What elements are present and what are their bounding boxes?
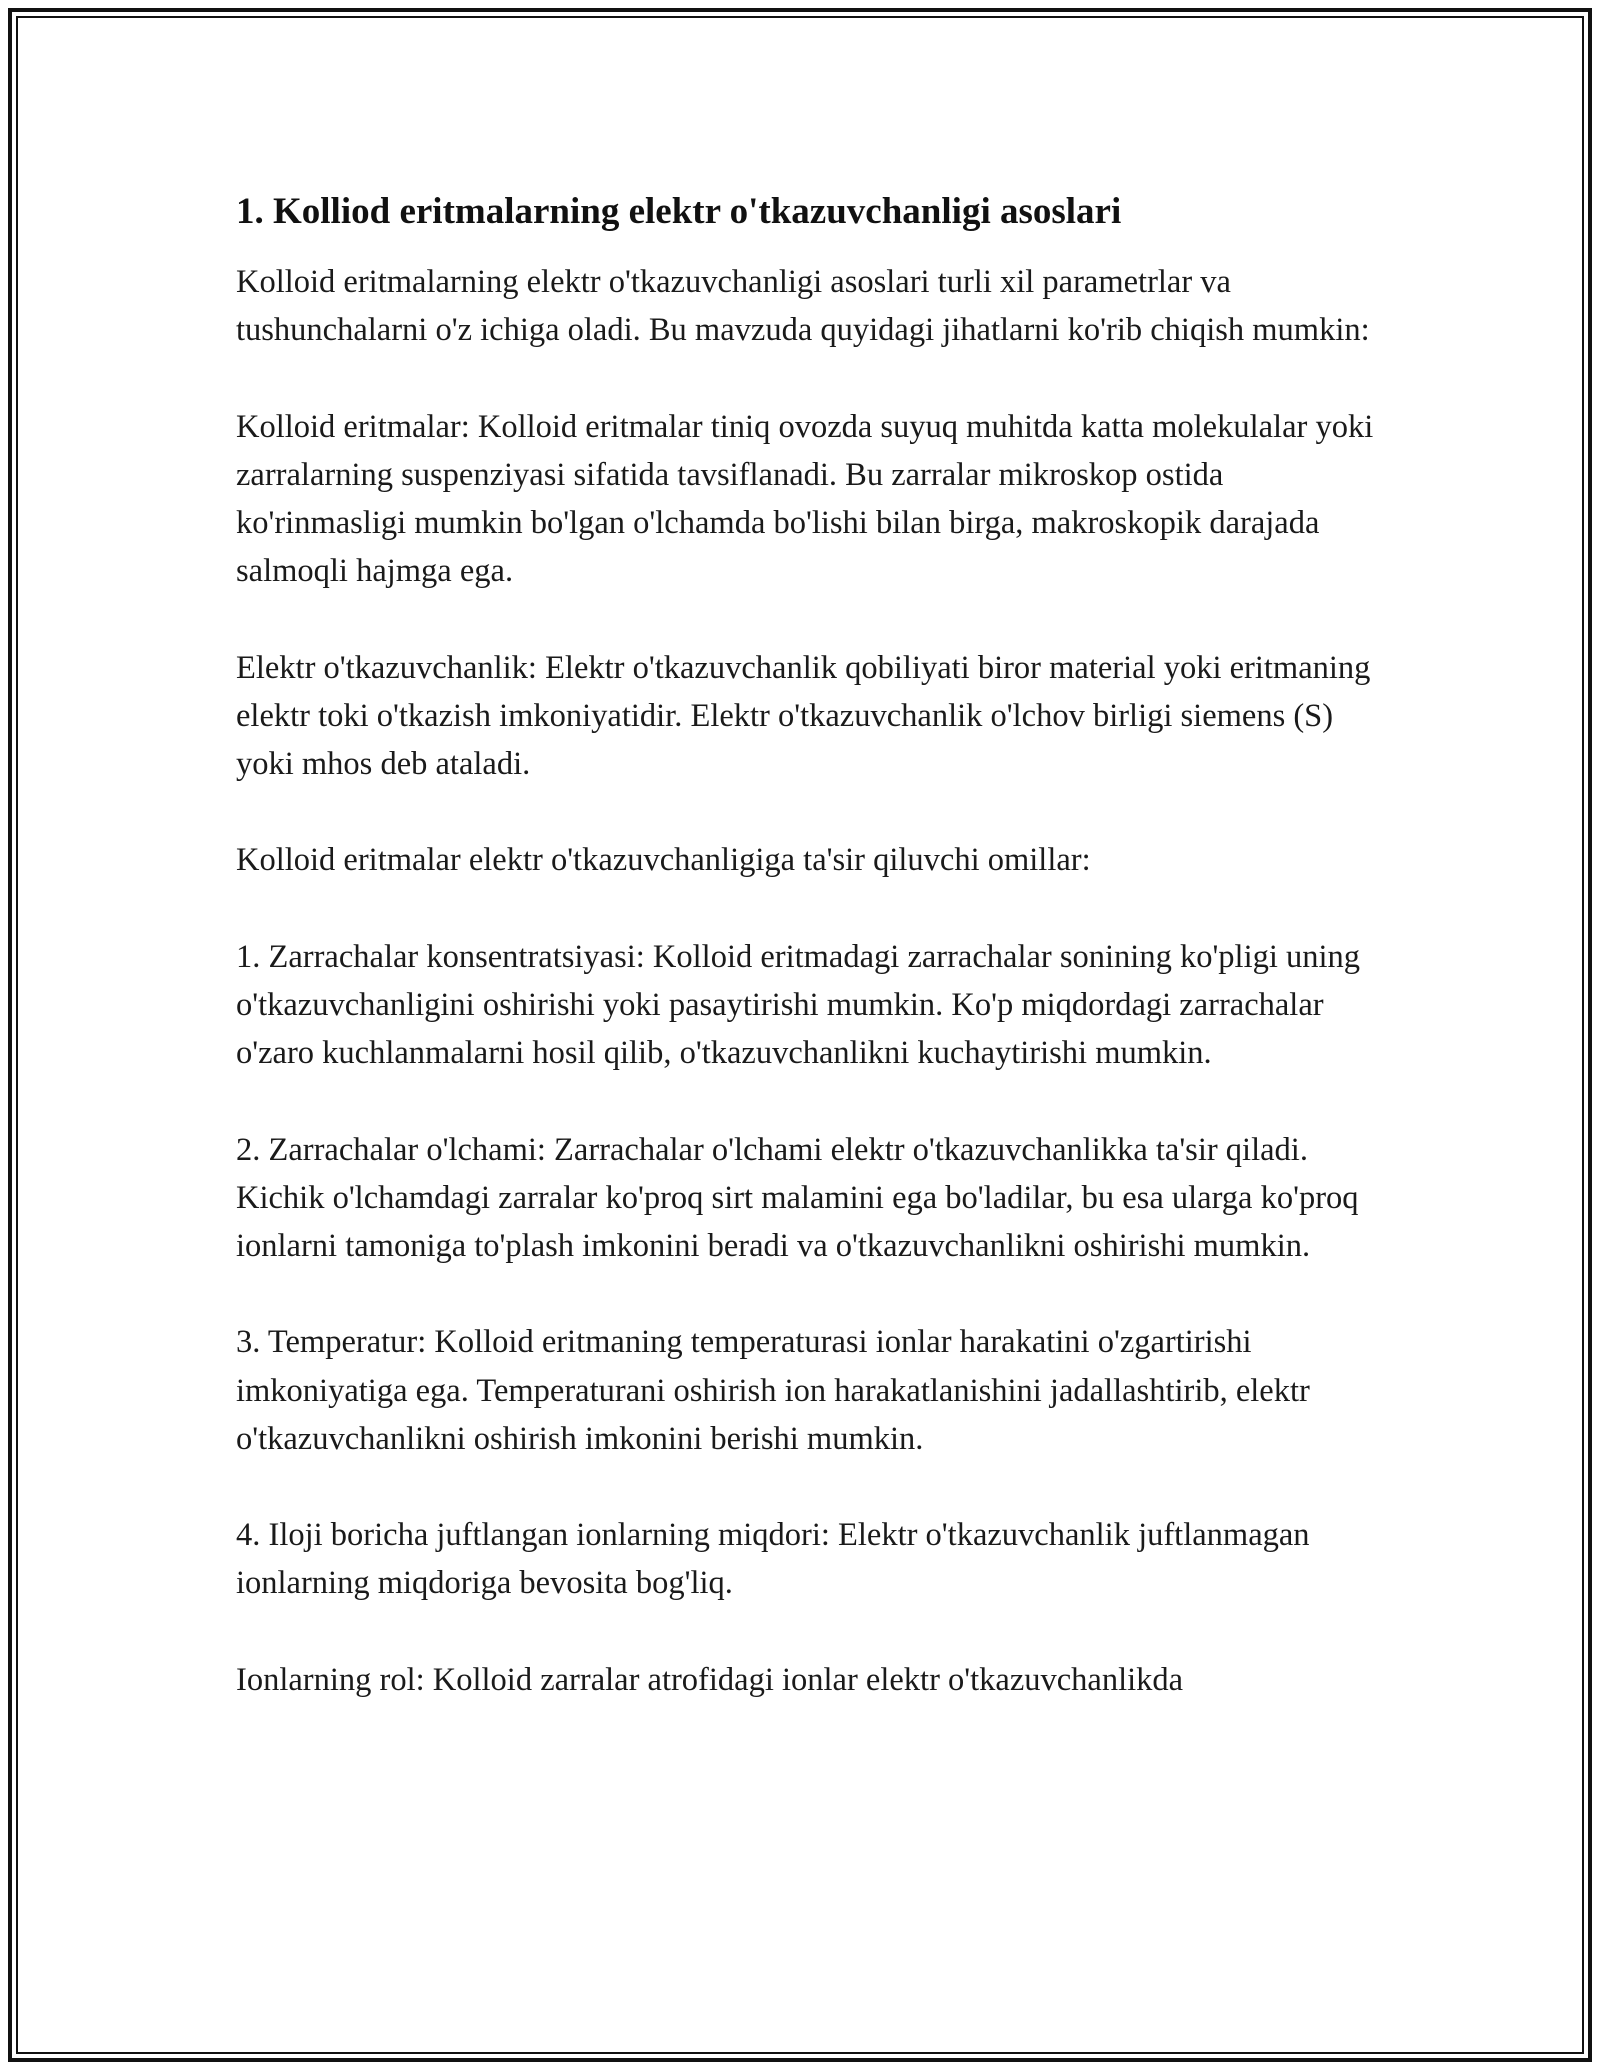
paragraph-factors-intro: Kolloid eritmalar elektr o'tkazuvchanligiga ta'sir qiluvchi omillar: xyxy=(236,842,1091,879)
paragraph-electrical-conductivity: Elektr o'tkazuvchanlik: Elektr o'tkazuvchanlik qobiliyati biror material yoki eritmaning elektr toki o'tkazish imkoniyatidir. Elektr o'tkazuvchanlik o'lchov birligi siemens (S) yoki mhos deb ataladi. xyxy=(236,649,1371,782)
document-body xyxy=(236,186,1396,1704)
paragraph-colloid-solutions: Kolloid eritmalar: Kolloid eritmalar tiniq ovozda suyuq muhitda katta molekulalar yoki zarralarning suspenziyasi sifatida tavsiflanadi. Bu zarralar mikroskop ostida ko'rinmasligi mumkin bo'lgan o'lchamda bo'lishi bilan birga, makroskopik darajada salmoqli hajmga ega. xyxy=(236,408,1374,590)
list-item-temperature: 3. Temperatur: Kolloid eritmaning temperaturasi ionlar harakatini o'zgartirishi imkoniyatiga ega. Temperaturani oshirish ion harakatlanishini jadallashtirib, elektr o'tkazuvchanlikni oshirish imkonini berishi mumkin. xyxy=(236,1324,1310,1457)
section-heading: 1. Kolliod eritmalarning elektr o'tkazuvchanligi asoslari xyxy=(236,191,1122,232)
paragraph-ions-role: Ionlarning rol: Kolloid zarralar atrofidagi ionlar elektr o'tkazuvchanlikda xyxy=(236,1661,1184,1698)
list-item-ion-pairs: 4. Iloji boricha juftlangan ionlarning miqdori: Elektr o'tkazuvchanlik juftlanmagan ionlarning miqdoriga bevosita bog'liq. xyxy=(236,1517,1310,1602)
paragraph-intro: Kolloid eritmalarning elektr o'tkazuvchanligi asoslari turli xil parametrlar va tushunchalarni o'z ichiga oladi. Bu mavzuda quyidagi jihatlarni ko'rib chiqish mumkin: xyxy=(236,264,1370,349)
list-item-particle-concentration: 1. Zarrachalar konsentratsiyasi: Kolloid eritmadagi zarrachalar sonining ko'pligi uning o'tkazuvchanligini oshirishi yoki pasaytirishi mumkin. Ko'p miqdordagi zarrachalar o'zaro kuchlanmalarni hosil qilib, o'tkazuvchanlikni kuchaytirishi mumkin. xyxy=(236,938,1361,1072)
list-item-particle-size: 2. Zarrachalar o'lchami: Zarrachalar o'lchami elektr o'tkazuvchanlikka ta'sir qiladi. Kichik o'lchamdagi zarralar ko'proq sirt malamini ega bo'ladilar, bu esa ularga ko'proq ionlarni tamoniga to'plash imkonini beradi va o'tkazuvchanlikni oshirishi mumkin. xyxy=(236,1131,1359,1264)
